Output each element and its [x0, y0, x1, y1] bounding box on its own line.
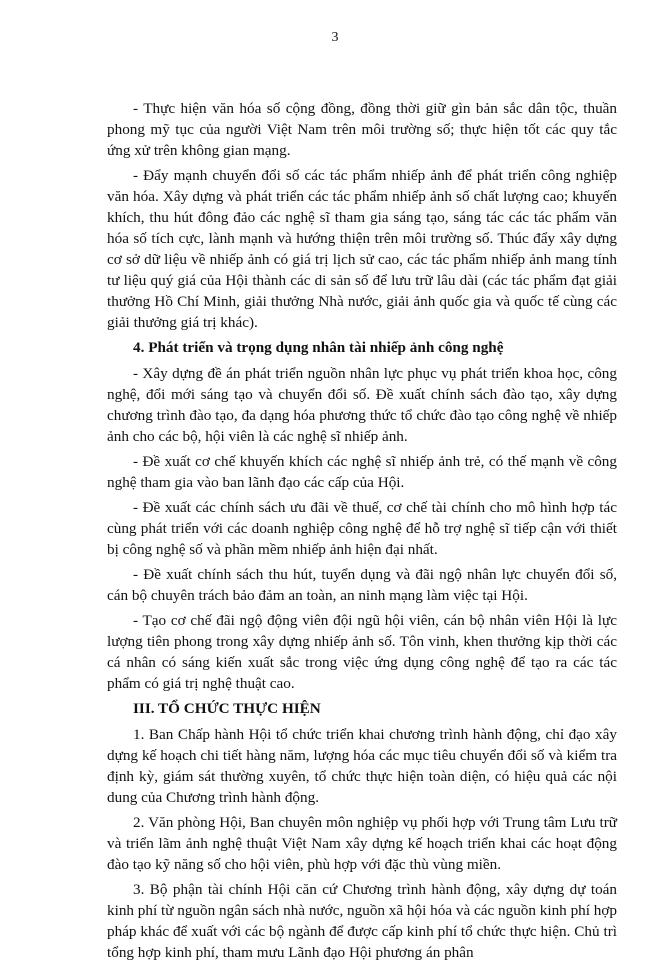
paragraph-recruitment-policy: - Đề xuất chính sách thu hút, tuyển dụng và đãi ngộ nhân lực chuyển đổi số, cán bộ chuyên trách bảo đảm an toàn, an ninh mạng làm việc tại Hội. — [107, 566, 617, 604]
paragraph-digital-culture: - Thực hiện văn hóa số cộng đồng, đồng thời giữ gìn bản sắc dân tộc, thuần phong mỹ tục của người Việt Nam trên môi trường số; thực hiện tốt các quy tắc ứng xử trên không gian mạng. — [107, 100, 617, 159]
paragraph-young-photographers: - Đề xuất cơ chế khuyến khích các nghệ sĩ nhiếp ảnh trẻ, có thế mạnh về công nghệ tham gia vào ban lãnh đạo các cấp của Hội. — [107, 453, 617, 491]
paragraph-implementation-2: 2. Văn phòng Hội, Ban chuyên môn nghiệp vụ phối hợp với Trung tâm Lưu trữ và triển lãm ảnh nghệ thuật Việt Nam xây dựng kế hoạch triển khai các hoạt động đào tạo kỹ năng số cho hội viên, phù hợp với đặc thù vùng miền. — [107, 814, 617, 873]
paragraph-implementation-1: 1. Ban Chấp hành Hội tổ chức triển khai chương trình hành động, chỉ đạo xây dựng kế hoạch chi tiết hàng năm, lượng hóa các mục tiêu chuyển đổi số và kiểm tra định kỳ, giám sát thường xuyên, tổ chức thực hiện toàn diện, có hiệu quả các nội dung của Chương trình hành động. — [107, 726, 617, 806]
document-body — [107, 98, 617, 967]
paragraph-reward-mechanism: - Tạo cơ chế đãi ngộ động viên đội ngũ hội viên, cán bộ nhân viên Hội là lực lượng tiên phong trong xây dựng nhiếp ảnh số. Tôn vinh, khen thưởng kịp thời các cá nhân có sáng kiến xuất sắc trong việc ứng dụng công nghệ để tạo ra các tác phẩm có giá trị nghệ thuật cao. — [107, 612, 617, 692]
paragraph-tax-incentives: - Đề xuất các chính sách ưu đãi về thuế, cơ chế tài chính cho mô hình hợp tác cùng phát triển với các doanh nghiệp công nghệ để hỗ trợ nghệ sĩ tiếp cận với thiết bị công nghệ số và phần mềm nhiếp ảnh hiện đại nhất. — [107, 499, 617, 558]
paragraph-implementation-3: 3. Bộ phận tài chính Hội căn cứ Chương trình hành động, xây dựng dự toán kinh phí từ nguồn ngân sách nhà nước, nguồn xã hội hóa và các nguồn kinh phí hợp pháp khác để xuất với các bộ ngành để được cấp kinh phí tổ chức thực hiện. Chủ trì tổng hợp kinh phí, tham mưu Lãnh đạo Hội phương án phân — [107, 881, 617, 961]
page-number: 3 — [331, 30, 339, 45]
paragraph-digital-transformation: - Đẩy mạnh chuyển đổi số các tác phẩm nhiếp ảnh để phát triển công nghiệp văn hóa. Xây dựng và phát triển các tác phẩm nhiếp ảnh số chất lượng cao; khuyến khích, thu hút đông đảo các nghệ sĩ tham gia sáng tạo, sáng tác các tác phẩm văn hóa số tích cực, lành mạnh và hướng thiện trên môi trường số. Thúc đẩy xây dựng cơ sở dữ liệu về nhiếp ảnh có giá trị lịch sử cao, các tác phẩm nhiếp ảnh mang tính tư liệu quý giá của Hội thành các di sản số để lưu trữ lâu dài (các tác phẩm đạt giải thưởng Hồ Chí Minh, giải thưởng Nhà nước, giải ảnh quốc gia và quốc tế cùng các giải thưởng giá trị khác). — [107, 167, 617, 331]
section-heading-iii: III. TỔ CHỨC THỰC HIỆN — [133, 700, 321, 717]
paragraph-human-resources: - Xây dựng đề án phát triển nguồn nhân lực phục vụ phát triển khoa học, công nghệ, đổi mới sáng tạo và chuyển đổi số. Đề xuất chính sách đào tạo, xây dựng chương trình đào tạo, đa dạng hóa phương thức tổ chức đào tạo công nghệ về nhiếp ảnh cho các bộ, hội viên là các nghệ sĩ nhiếp ảnh. — [107, 365, 617, 445]
section-heading-4: 4. Phát triển và trọng dụng nhân tài nhiếp ảnh công nghệ — [133, 339, 504, 356]
